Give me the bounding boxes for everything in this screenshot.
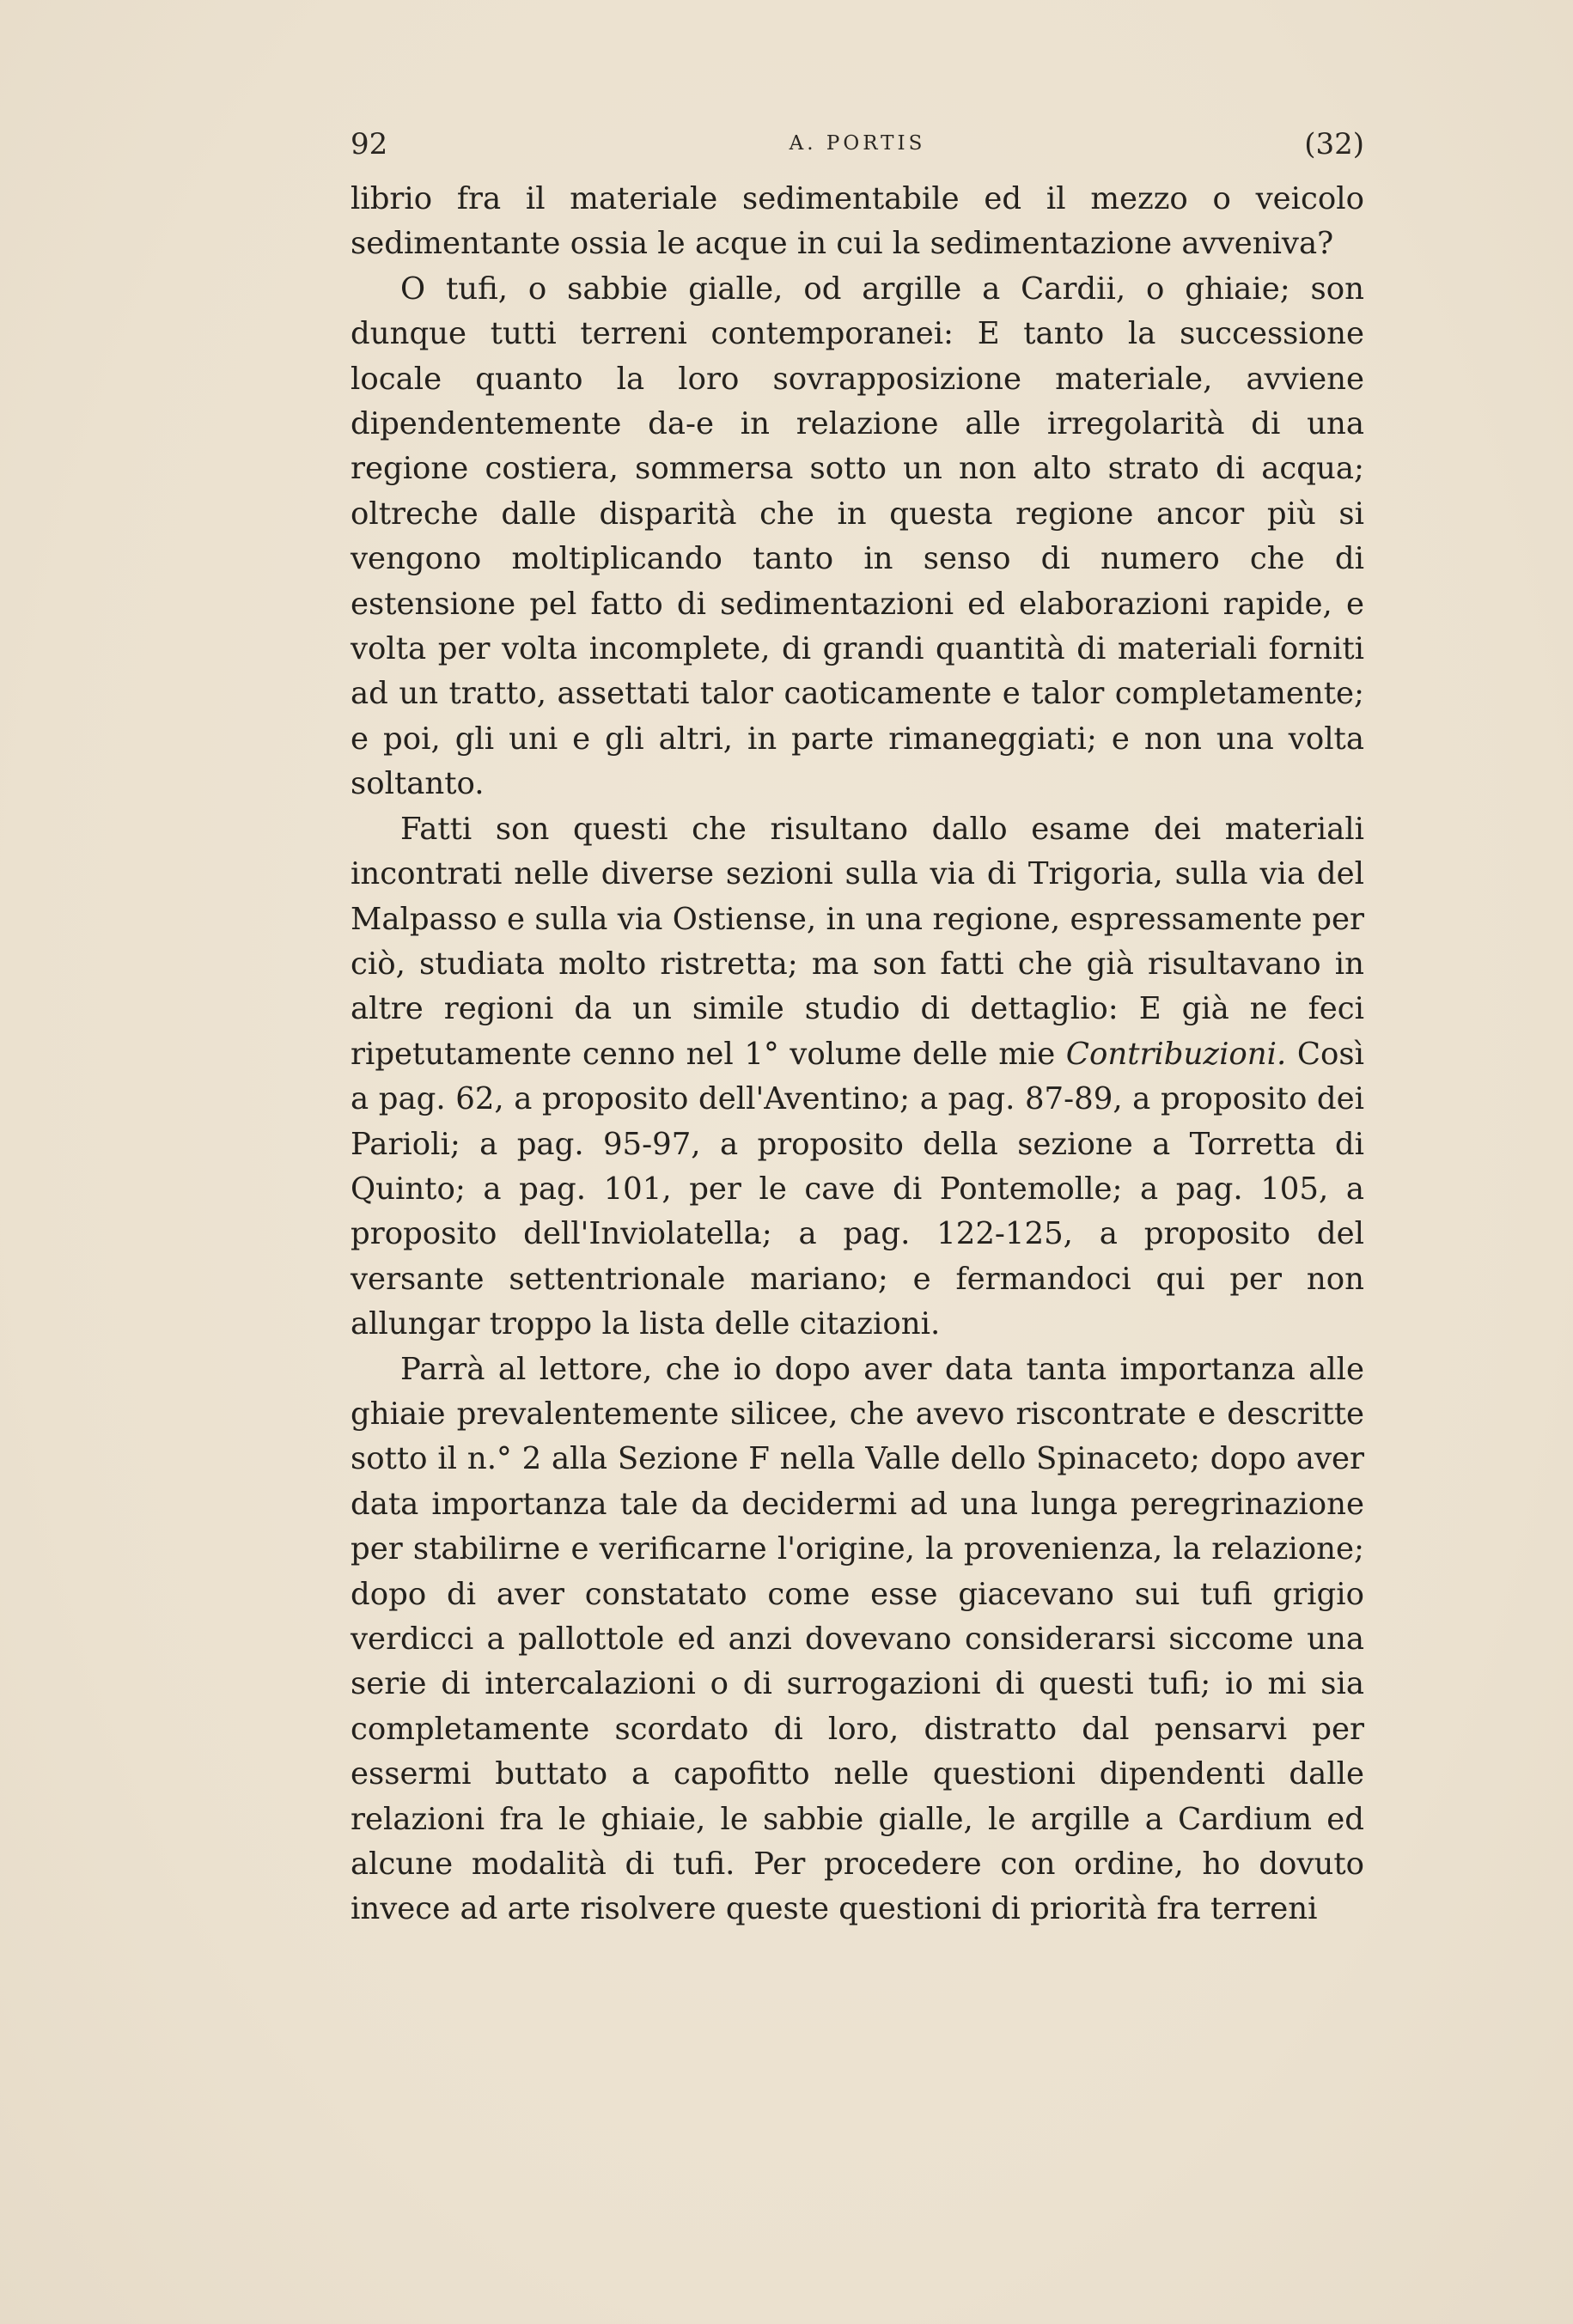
paragraph-continuation: librio fra il materiale sedimentabile ed il mezzo o veicolo sedimentante ossia le acque in cui la sedimentazione avveniva? xyxy=(351,181,1364,262)
paragraph: Parrà al lettore, che io dopo aver data tanta importanza alle ghiaie prevalentemente silicee, che avevo riscontrate e descritte sotto il n.° 2 alla Sezione F nella Valle dello Spinaceto; dopo aver data importanza tale da decidermi ad una lunga peregrinazione per stabilirne e verificarne l'origine, la provenienza, la relazione; dopo di aver constatato come esse giacevano sui tufi grigio verdicci a pallottole ed anzi dovevano considerarsi siccome una serie di intercalazioni o di surrogazioni di questi tufi; io mi sia completamente scordato di loro, distratto dal pensarvi per essermi buttato a capofitto nelle questioni dipendenti dalle relazioni fra le ghiaie, le sabbie gialle, le argille a Cardium ed alcune modalità di tufi. Per procedere con ordine, ho dovuto invece ad arte risolvere queste questioni di priorità fra terreni xyxy=(351,1351,1364,1927)
paragraph: O tufi, o sabbie gialle, od argille a Cardii, o ghiaie; son dunque tutti terreni contemporanei: E tanto la successione locale quanto la loro sovrapposizione materiale, avviene dipendentemente da-e in relazione alle irregolarità di una regione costiera, sommersa sotto un non alto strato di acqua; oltreche dalle disparità che in questa regione ancor più si vengono moltiplicando tanto in senso di numero che di estensione pel fatto di sedimentazioni ed elaborazioni rapide, e volta per volta incomplete, di grandi quantità di materiali forniti ad un tratto, assettati talor caoticamente e talor completamente; e poi, gli uni e gli altri, in parte rimaneggiati; e non una volta soltanto. xyxy=(351,271,1364,802)
running-head: A. PORTIS xyxy=(789,132,926,155)
body-text xyxy=(351,177,1364,1932)
page-number: 92 xyxy=(351,127,388,161)
paragraph-text: Fatti son questi che risultano dallo esame dei materiali incontrati nelle diverse sezioni sulla via di Trigoria, sulla via del Malpasso e sulla via Ostiense, in una regione, espressamente per ciò, studiata molto ristretta; ma son fatti che già risultavano in altre regioni da un simile studio di dettaglio: E già ne feci ripetutamente cenno nel 1° volume delle mie xyxy=(351,811,1364,1072)
paragraph-text: Così a pag. 62, a proposito dell'Aventino; a pag. 87-89, a proposito dei Parioli; a pag. 95-97, a proposito della sezione a Torretta di Quinto; a pag. 101, per le cave di Pontemolle; a pag. 105, a proposito dell'Inviolatella; a pag. 122-125, a proposito del versante settentrionale mariano; e fermandoci qui per non allungar troppo la lista delle citazioni. xyxy=(351,1036,1364,1342)
section-number: (32) xyxy=(1304,127,1364,161)
italic-title: Contribuzioni. xyxy=(1065,1036,1287,1072)
page-header xyxy=(351,127,1364,165)
paragraph xyxy=(351,807,1364,1348)
